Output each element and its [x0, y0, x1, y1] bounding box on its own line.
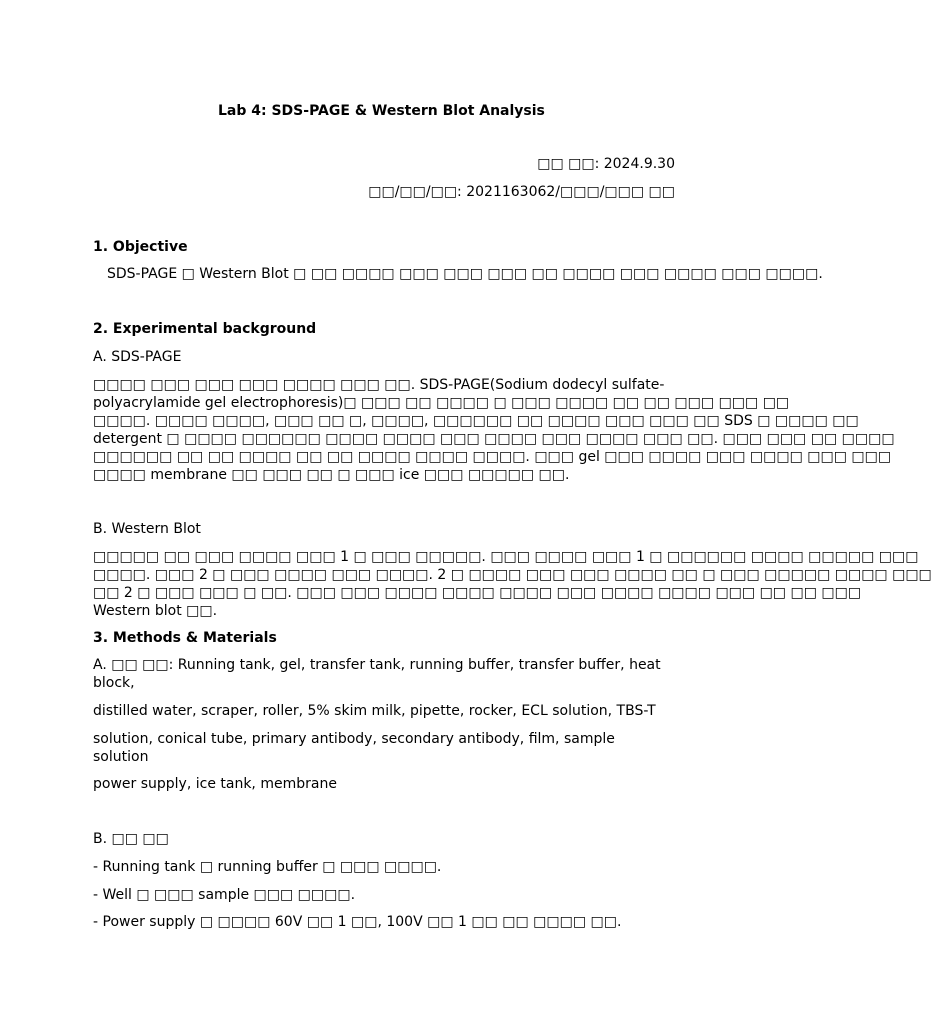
- method-step: - Power supply □ □□□□ 60V □□ 1 □□, 100V □□ 1 □□ □□ □□□□ □□.: [93, 914, 622, 930]
- paragraph-line: □□□□ □□□ □□□ □□□ □□□□ □□□ □□. SDS-PAGE(Sodium dodecyl sulfate-: [93, 377, 665, 393]
- materials-paragraph: [93, 656, 661, 692]
- subheading-sds-page: A. SDS-PAGE: [93, 349, 182, 365]
- paragraph-line: □□ 2 □ □□□ □□□ □ □□. □□□ □□□ □□□□ □□□□ □□□□ □□□ □□□□ □□□□ □□□ □□ □□ □□□: [93, 585, 862, 601]
- materials-line: power supply, ice tank, membrane: [93, 776, 337, 792]
- paragraph-line: polyacrylamide gel electrophoresis)□ □□□ □□ □□□□ □ □□□ □□□□ □□ □□ □□□ □□□ □□: [93, 395, 790, 411]
- paragraph-line: □□□□. □□□ 2 □ □□□ □□□□ □□□ □□□□. 2 □ □□□□ □□□ □□□ □□□□ □□ □ □□□ □□□□□ □□□□ □□□: [93, 567, 932, 583]
- document-title: Lab 4: SDS-PAGE & Western Blot Analysis: [218, 103, 545, 119]
- section-heading-background: 2. Experimental background: [93, 321, 317, 337]
- paragraph-line: □□□□□□ □□ □□ □□□□ □□ □□ □□□□ □□□□ □□□□. □□□ gel □□□ □□□□ □□□ □□□□ □□□ □□□: [93, 449, 892, 465]
- objective-text: SDS-PAGE □ Western Blot □ □□ □□□□ □□□ □□□ □□□ □□ □□□□ □□□ □□□□ □□□ □□□□.: [107, 266, 823, 282]
- section-heading-objective: 1. Objective: [93, 239, 188, 255]
- section-heading-methods: 3. Methods & Materials: [93, 630, 277, 646]
- method-step: - Running tank □ running buffer □ □□□ □□□□.: [93, 859, 442, 875]
- paragraph-line: A. □□ □□: Running tank, gel, transfer tank, running buffer, transfer buffer, heat: [93, 657, 661, 673]
- materials-line: distilled water, scraper, roller, 5% skim milk, pipette, rocker, ECL solution, TBS-T: [93, 703, 656, 719]
- paragraph-line: Western blot □□.: [93, 603, 218, 619]
- paragraph-line: solution, conical tube, primary antibody, secondary antibody, film, sample: [93, 731, 615, 747]
- subheading-western-blot: B. Western Blot: [93, 521, 201, 537]
- paragraph-line: □□□□. □□□□ □□□□, □□□ □□ □, □□□□, □□□□□□ □□ □□□□ □□□ □□□ □□ SDS □ □□□□ □□: [93, 413, 859, 429]
- experiment-date: □□ □□: 2024.9.30: [537, 156, 675, 172]
- western-blot-paragraph: [93, 548, 932, 620]
- paragraph-line: □□□□□ □□ □□□ □□□□ □□□ 1 □ □□□ □□□□□. □□□ □□□□ □□□ 1 □ □□□□□□ □□□□ □□□□□ □□□: [93, 549, 919, 565]
- materials-line: [93, 730, 615, 766]
- author-info: □□/□□/□□: 2021163062/□□□/□□□ □□: [368, 184, 675, 200]
- sds-page-paragraph: [93, 376, 895, 484]
- paragraph-line: detergent □ □□□□ □□□□□□ □□□□ □□□□ □□□ □□□□ □□□ □□□□ □□□ □□. □□□ □□□ □□ □□□□: [93, 431, 895, 447]
- paragraph-line: block,: [93, 675, 135, 691]
- paragraph-line: solution: [93, 749, 149, 765]
- paragraph-line: □□□□ membrane □□ □□□ □□ □ □□□ ice □□□ □□□□□ □□.: [93, 467, 570, 483]
- subheading-methods: B. □□ □□: [93, 831, 169, 847]
- method-step: - Well □ □□□ sample □□□ □□□□.: [93, 887, 356, 903]
